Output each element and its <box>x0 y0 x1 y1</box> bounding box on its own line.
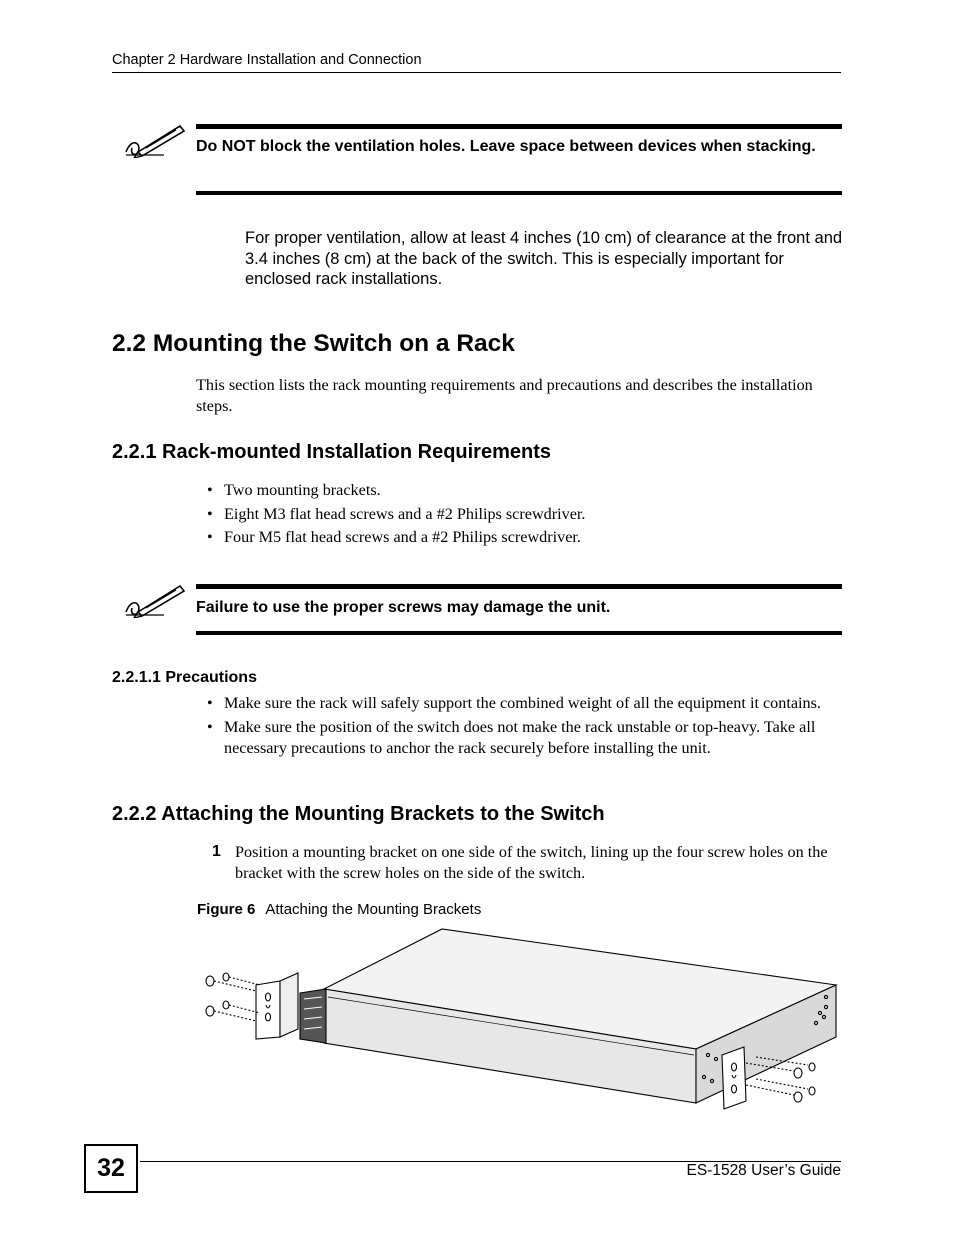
precautions-list <box>207 693 832 761</box>
requirements-list <box>207 480 827 551</box>
step-text: Position a mounting bracket on one side of the switch, lining up the four screw holes on the bracket with the screw holes on the side of the switch. <box>235 843 828 882</box>
figure-title: Attaching the Mounting Brackets <box>265 901 482 918</box>
note-pencil-icon <box>124 582 186 618</box>
section-heading-2-2: 2.2 Mounting the Switch on a Rack <box>112 330 515 357</box>
figure-label: Figure 6 <box>197 901 256 918</box>
figure-caption <box>197 901 481 918</box>
list-item: • Make sure the rack will safely support the combined weight of all the equipment it contains. <box>207 693 832 714</box>
step-number: 1 <box>212 843 221 860</box>
list-item: • Four M5 flat head screws and a #2 Philips screwdriver. <box>207 527 827 548</box>
list-item: • Make sure the position of the switch does not make the rack unstable or top-heavy. Take all necessary precautions to anchor the rack securely before installing the unit. <box>207 717 832 759</box>
ventilation-paragraph: For proper ventilation, allow at least 4 inches (10 cm) of clearance at the front and 3.4 inches (8 cm) at the back of the switch. This is especially important for enclosed rack installations. <box>245 229 843 288</box>
page-number: 32 <box>84 1144 138 1193</box>
mounting-brackets-illustration <box>196 925 842 1115</box>
running-footer: ES-1528 User’s Guide <box>686 1162 841 1179</box>
note-pencil-icon <box>124 122 186 158</box>
note-top-rule <box>196 584 842 589</box>
note-top-rule <box>196 124 842 129</box>
section-heading-2-2-1-1: 2.2.1.1 Precautions <box>112 669 257 686</box>
note-bottom-rule <box>196 191 842 195</box>
section-heading-2-2-1: 2.2.1 Rack-mounted Installation Requirements <box>112 441 551 463</box>
note-bottom-rule <box>196 631 842 635</box>
running-header: Chapter 2 Hardware Installation and Connection <box>112 52 422 68</box>
section-heading-2-2-2: 2.2.2 Attaching the Mounting Brackets to the Switch <box>112 803 605 825</box>
note-text: Failure to use the proper screws may damage the unit. <box>196 599 611 616</box>
note-text: Do NOT block the ventilation holes. Leave space between devices when stacking. <box>196 138 816 155</box>
list-item: • Two mounting brackets. <box>207 480 827 501</box>
note-box-screws <box>112 580 842 640</box>
note-box-ventilation <box>112 120 842 200</box>
list-item: • Eight M3 flat head screws and a #2 Philips screwdriver. <box>207 504 827 525</box>
section-2-2-intro: This section lists the rack mounting requirements and precautions and describes the installation steps. <box>196 376 813 415</box>
header-rule <box>112 72 841 73</box>
